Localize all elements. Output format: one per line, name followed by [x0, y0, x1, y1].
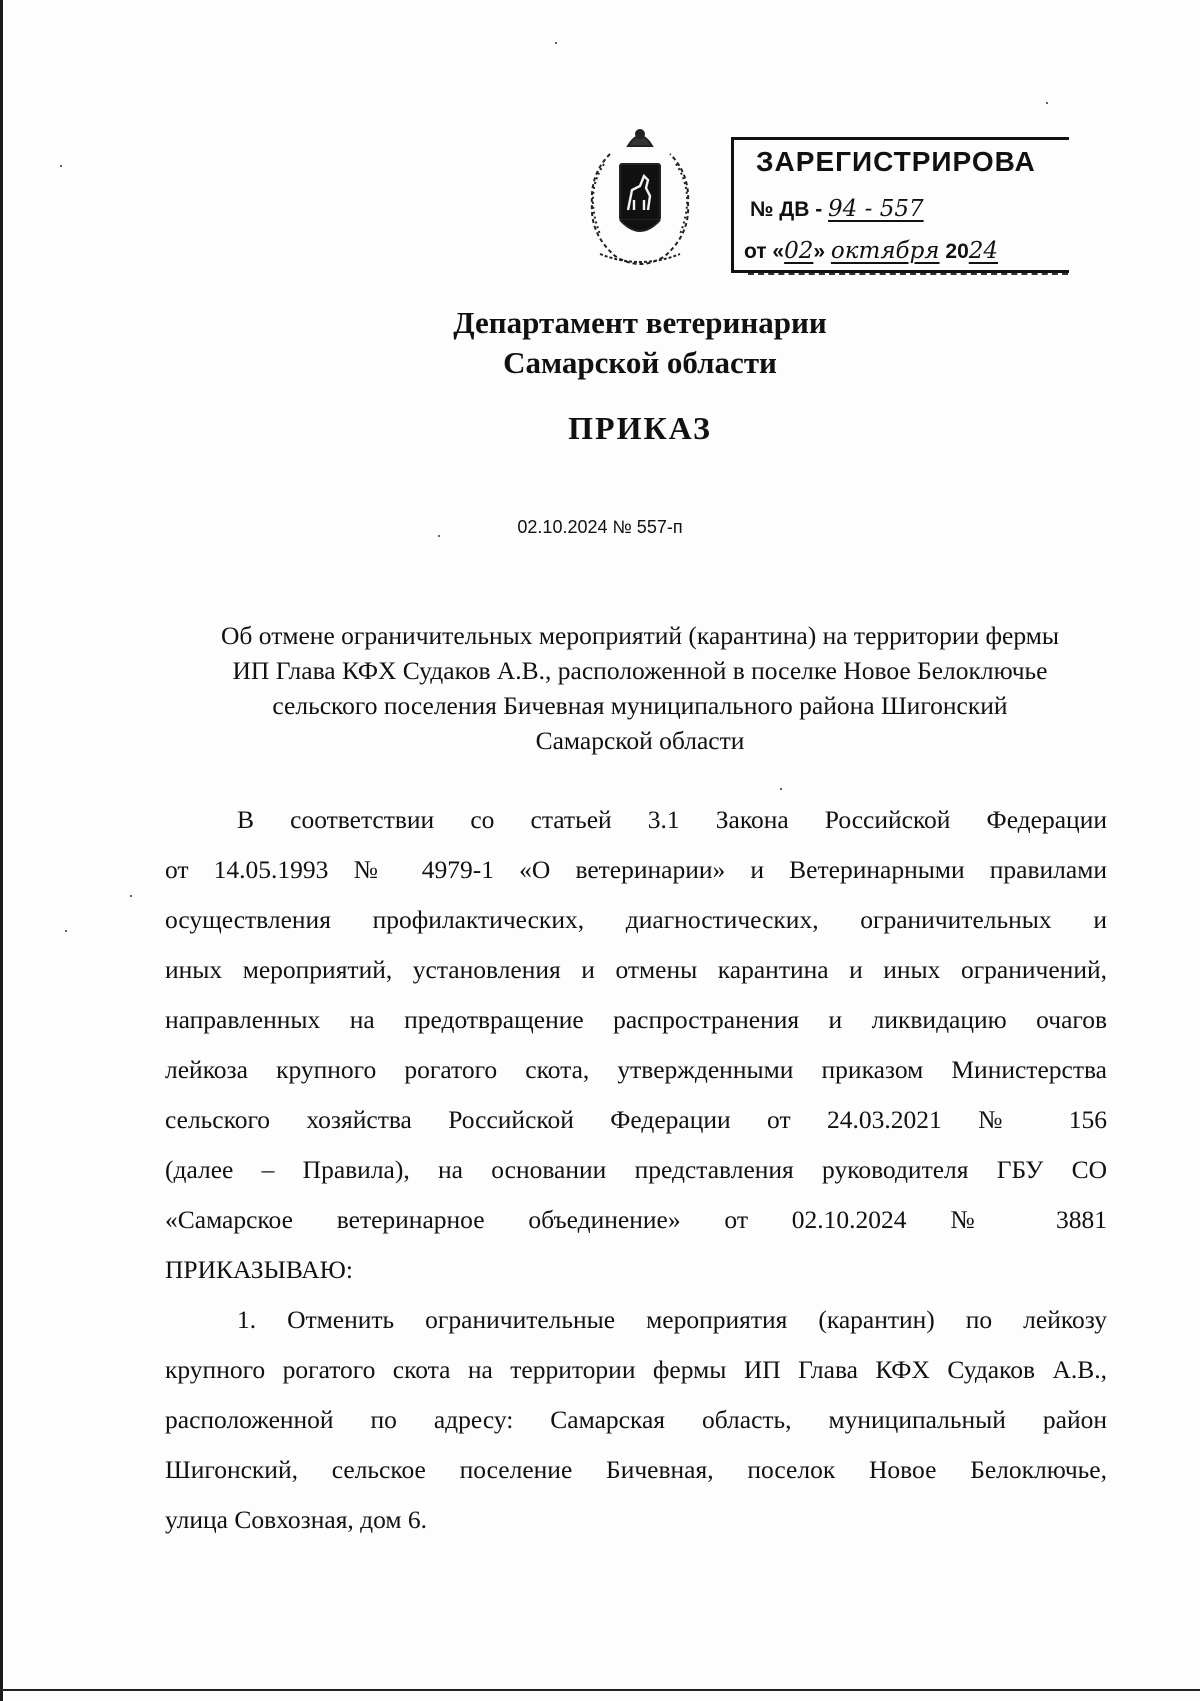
- scan-speck: [555, 42, 557, 44]
- order-item-line: Шигонский, сельское поселение Бичевная, поселок Новое Белоключье,: [165, 1455, 1107, 1484]
- preamble-line: В соответствии со статьей 3.1 Закона Российской Федерации: [237, 805, 1107, 834]
- order-subject: [150, 618, 1130, 758]
- subject-line: ИП Глава КФХ Судаков А.В., расположенной в поселке Новое Белоключье: [232, 656, 1048, 685]
- order-item-line: крупного рогатого скота на территории фермы ИП Глава КФХ Судаков А.В.,: [165, 1355, 1107, 1384]
- stamp-date-sep: »: [813, 240, 826, 263]
- stamp-registration-number: [750, 196, 924, 222]
- stamp-date-month: октября: [830, 238, 940, 264]
- subject-line: Самарской области: [535, 726, 745, 755]
- scan-speck: [60, 165, 62, 167]
- document-type-title: ПРИКАЗ: [568, 410, 712, 446]
- scan-speck: [65, 930, 67, 932]
- stamp-number-label: № ДВ -: [750, 198, 823, 221]
- organization-line-2: Самарской области: [503, 345, 777, 380]
- stamp-date-year-suffix: 24: [968, 238, 999, 264]
- preamble-line: «Самарское ветеринарное объединение» от 02.10.2024 № 3881: [165, 1205, 1107, 1234]
- stamp-number-handwritten: 94 - 557: [828, 196, 924, 222]
- order-word: ПРИКАЗЫВАЮ:: [165, 1255, 353, 1284]
- order-item-line: расположенной по адресу: Самарская область, муниципальный район: [165, 1405, 1107, 1434]
- preamble-line: сельского хозяйства Российской Федерации от 24.03.2021 № 156: [165, 1105, 1107, 1134]
- subject-line: сельского поселения Бичевная муниципального района Шигонский: [272, 691, 1008, 720]
- stamp-date-year-prefix: 20: [945, 240, 969, 263]
- preamble-line: осуществления профилактических, диагностических, ограничительных и: [165, 905, 1107, 934]
- order-item-line: улица Совхозная, дом 6.: [165, 1505, 428, 1534]
- subject-line: Об отмене ограничительных мероприятий (карантина) на территории фермы: [221, 621, 1059, 650]
- scan-edge-bottom: [0, 1689, 1200, 1691]
- scan-edge-left: [0, 0, 3, 1701]
- preamble-line: направленных на предотвращение распространения и ликвидацию очагов: [165, 1005, 1107, 1034]
- scan-speck: [1046, 102, 1048, 104]
- preamble-line: иных мероприятий, установления и отмены карантина и иных ограничений,: [165, 955, 1107, 984]
- coat-of-arms-emblem: [570, 124, 710, 274]
- stamp-registration-date: [744, 238, 998, 264]
- scan-speck: [780, 788, 782, 790]
- preamble-line: от 14.05.1993 № 4979-1 «О ветеринарии» и Ветеринарными правилами: [165, 855, 1107, 884]
- document-date-number: 02.10.2024 № 557-п: [517, 517, 683, 537]
- organization-line-1: Департамент ветеринарии: [453, 305, 827, 340]
- order-body: [165, 795, 1107, 1545]
- stamp-dashed-underline: [748, 273, 1068, 277]
- preamble-line: лейкоза крупного рогатого скота, утвержденными приказом Министерства: [165, 1055, 1107, 1084]
- issuing-organization: [300, 303, 980, 383]
- stamp-date-day: 02: [784, 238, 814, 264]
- preamble-line: (далее – Правила), на основании представления руководителя ГБУ СО: [165, 1155, 1107, 1184]
- stamp-title: ЗАРЕГИСТРИРОВА: [756, 146, 1036, 177]
- registration-stamp: [731, 137, 1069, 273]
- stamp-date-prefix: от «: [744, 240, 785, 263]
- scan-speck: [130, 895, 132, 897]
- order-item-line: 1. Отменить ограничительные мероприятия (карантин) по лейкозу: [237, 1305, 1107, 1334]
